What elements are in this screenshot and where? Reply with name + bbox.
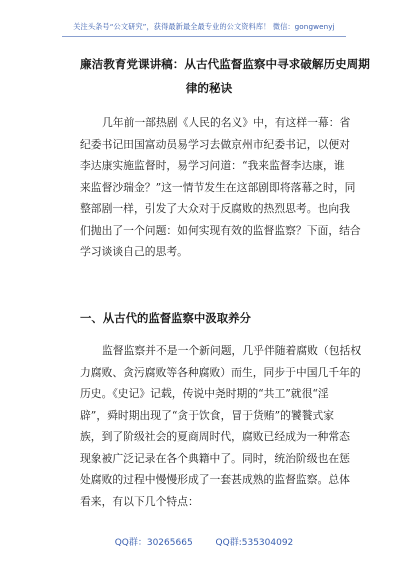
footer-qq-group-2: QQ群:535304092 [215,538,294,548]
paragraph-line: 族，到了阶级社会的夏商周时代，腐败已经成为一种常态 [80,430,350,443]
paragraph-line: 看来，有以下几个特点： [80,494,199,508]
section-heading: 一、从古代的监督监察中汲取养分 [80,311,251,325]
section-paragraph [80,340,362,512]
paragraph-line: 辟”，舜时期出现了“贪于饮食，冒于货贿”的饕餮式家 [80,408,335,422]
paragraph-line: 历史。《史记》记载，传说中尧时期的“共工”就很“淫 [80,387,329,400]
title-line-1: 廉洁教育党课讲稿：从古代监督监察中寻求破解历史周期 [80,57,370,71]
paragraph-line: 现象被广泛记录在各个典籍中了。同时，统治阶级也在惩 [80,451,350,465]
paragraph-line: 李达康实施监督时，易学习问道：“我来监督李达康，谁 [80,159,345,172]
paragraph-line: 纪委书记田国富动员易学习去做京州市纪委书记，以便对 [80,137,350,151]
paragraph-line: 监督监察并不是一个新问题，几乎伴随着腐败（包括权 [102,344,362,357]
footer-contacts [0,535,408,548]
paragraph-line: 整部剧一样，引发了大众对于反腐败的热烈思考。也向我 [80,202,350,215]
footer-qq-group-1: QQ群：30265665 [114,538,193,548]
paragraph-line: 力腐败、贪污腐败等各种腐败）而生，同步于中国几千年的 [80,365,361,379]
header-banner: 关注头条号“公文研究”，获得最新最全最专业的公文资料库！ 微信：gongwenyj [73,22,335,31]
paragraph-line: 学习谈谈自己的思考。 [80,245,188,258]
document-title [80,52,370,100]
paragraph-line: 几年前一部热剧《人民的名义》中，有这样一幕：省 [102,116,351,129]
paragraph-line: 来监督沙瑞金？”这一情节发生在这部剧即将落幕之时，同 [80,180,356,194]
paragraph-line: 处腐败的过程中慢慢形成了一套甚成熟的监督监察。总体 [80,473,350,486]
intro-paragraph [80,112,361,263]
paragraph-line: 们抛出了一个问题：如何实现有效的监督监察？下面，结合 [80,223,361,237]
header-divider [62,36,346,37]
title-line-2: 律的秘诀 [185,81,233,95]
